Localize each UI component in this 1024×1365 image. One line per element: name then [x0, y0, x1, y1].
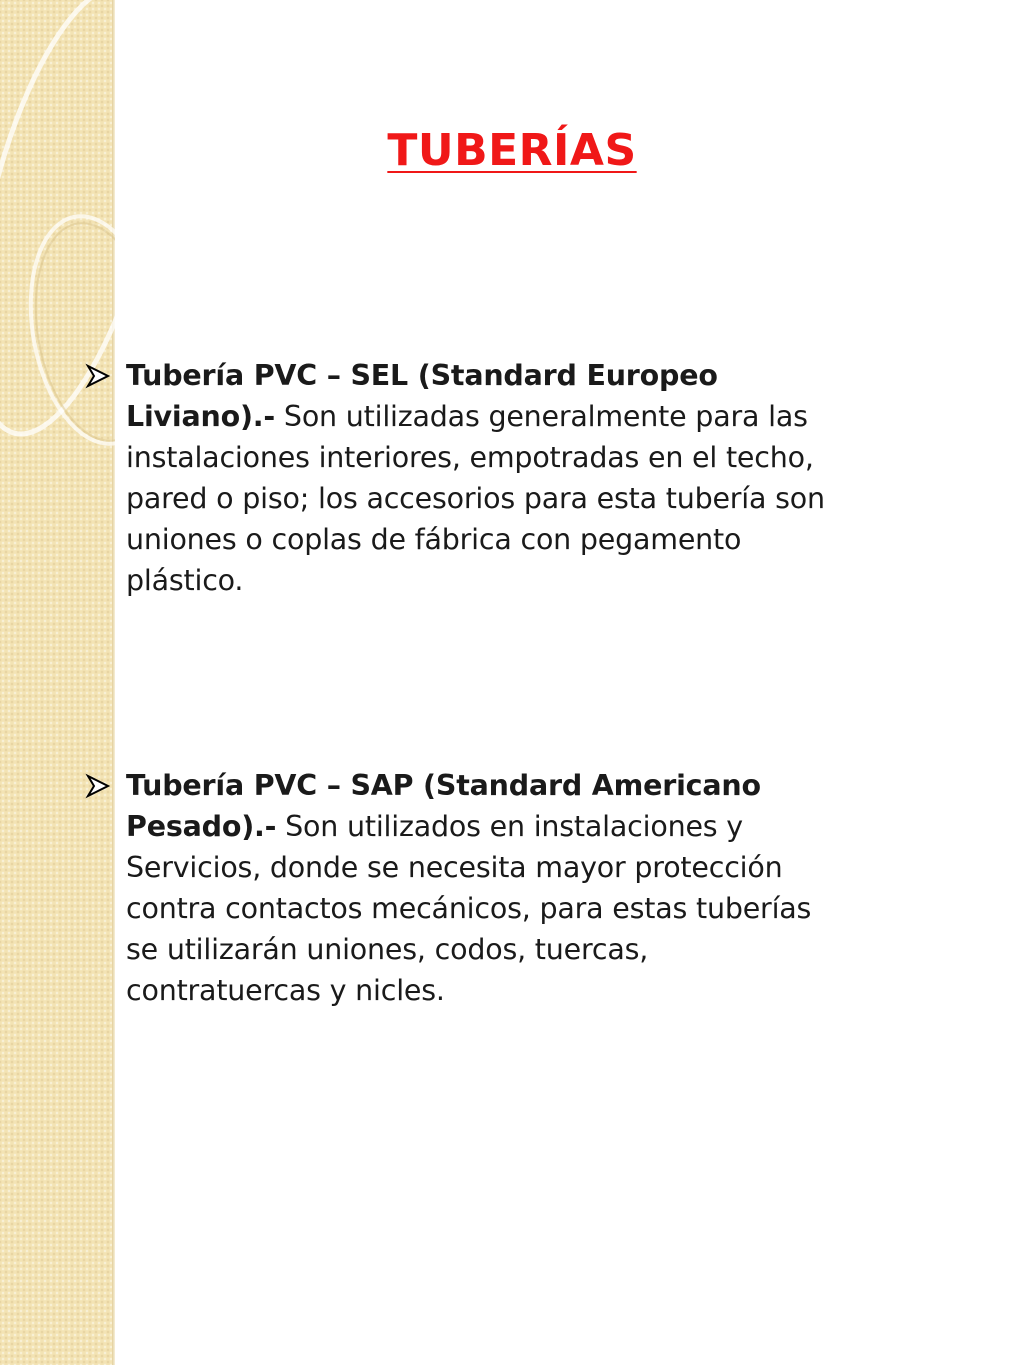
bullet-body-sel: Son utilizadas generalmente para las instalaciones interiores, empotradas en el techo, pared o piso; los accesorios para esta tubería son uniones o coplas de fábrica con pegamento plástico.	[126, 400, 825, 597]
arrow-bullet-icon	[85, 363, 111, 389]
arrow-bullet-icon	[85, 773, 111, 799]
bullet-text-sel	[126, 355, 845, 601]
bullet-item-sel	[85, 355, 845, 601]
bullet-heading-sel: Tubería PVC – SEL (Standard Europeo Liviano).-	[126, 359, 718, 433]
slide-title: TUBERÍAS	[387, 125, 637, 176]
bullet-item-sap	[85, 765, 845, 1011]
bullet-body-sap: Son utilizados en instalaciones y Servicios, donde se necesita mayor protección contra contactos mecánicos, para estas tuberías se utilizarán uniones, codos, tuercas, contratuercas y nicles.	[126, 810, 812, 1007]
bullet-heading-sap: Tubería PVC – SAP (Standard Americano Pesado).-	[126, 769, 761, 843]
bullet-text-sap	[126, 765, 845, 1011]
